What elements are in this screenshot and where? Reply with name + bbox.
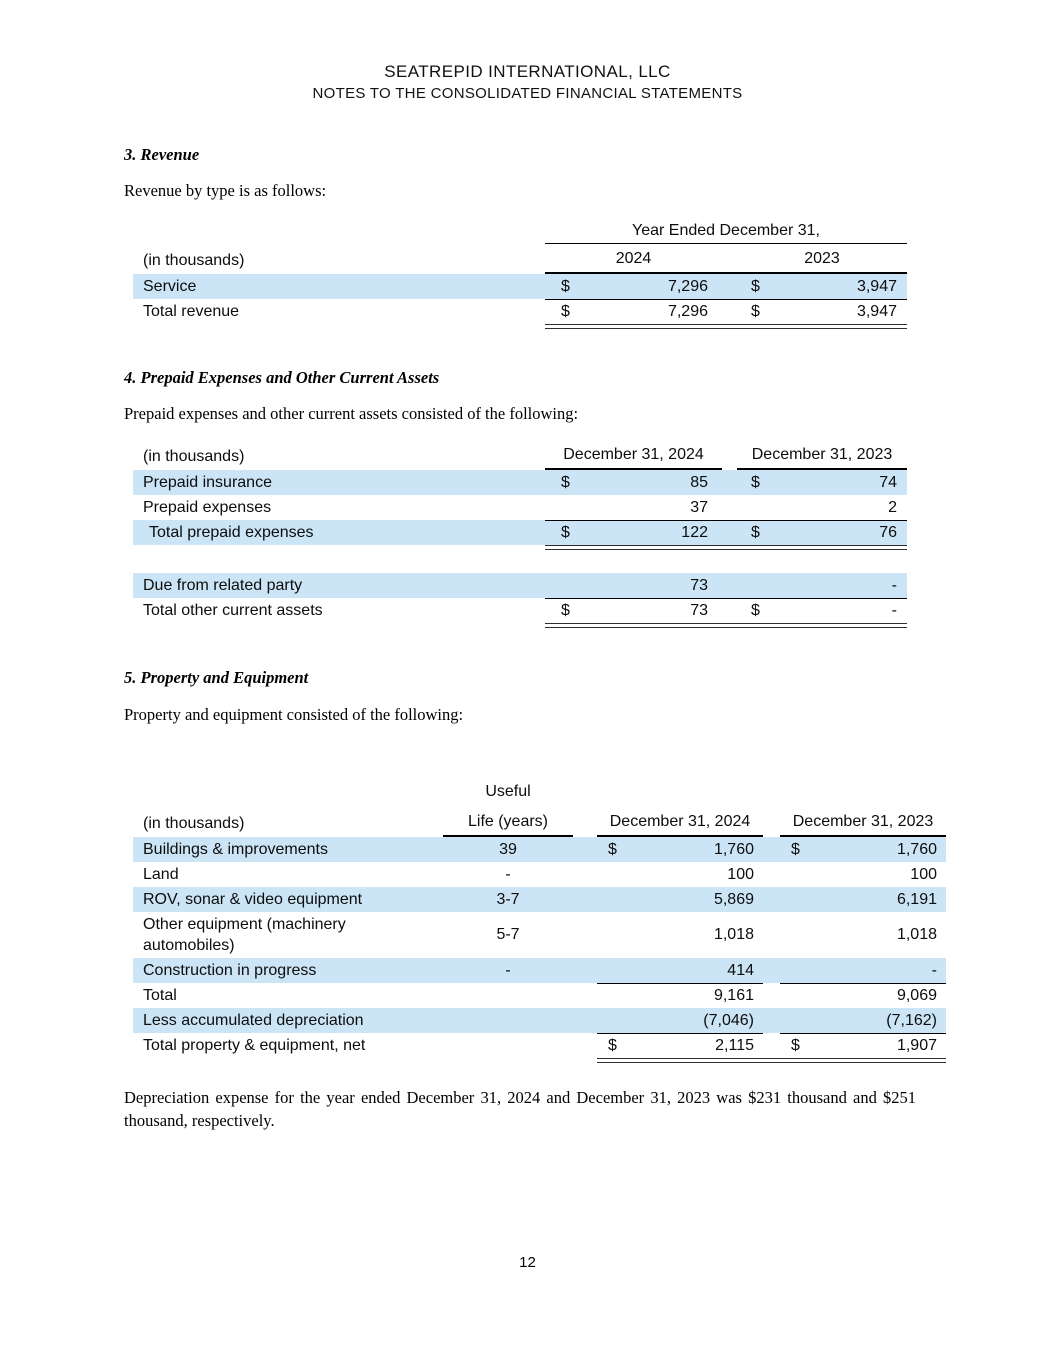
column-gap — [722, 299, 737, 324]
cell-value-2024: 7,296 — [667, 277, 708, 295]
unit-label: (in thousands) — [143, 252, 245, 269]
cell-value-2023: 2 — [888, 498, 897, 516]
currency-symbol: $ — [751, 473, 760, 491]
useful-life-header-line2: Life (years) — [443, 805, 573, 837]
column-header-2023: December 31, 2023 — [737, 440, 907, 470]
cell-value-2023: 100 — [910, 865, 937, 883]
column-gap — [763, 912, 780, 958]
property-table — [133, 779, 946, 1063]
row-label: Service — [143, 277, 197, 295]
table-spacer — [133, 550, 907, 573]
table-row — [133, 837, 946, 862]
section-heading-prepaid: 4. Prepaid Expenses and Other Current Assets — [124, 368, 440, 387]
column-gap — [722, 470, 737, 495]
section-heading-revenue: 3. Revenue — [124, 145, 200, 164]
column-gap — [763, 958, 780, 983]
table-row — [133, 520, 907, 545]
section-intro-prepaid: Prepaid expenses and other current assets consisted of the following: — [124, 404, 579, 423]
column-gap — [763, 862, 780, 887]
table-row — [133, 1033, 946, 1058]
column-gap — [722, 520, 737, 545]
cell-value-2023: 76 — [879, 524, 897, 541]
currency-symbol: $ — [791, 1037, 800, 1054]
useful-life-value: 3-7 — [496, 890, 520, 908]
cell-value-2023: 3,947 — [856, 277, 897, 295]
column-header-2023: 2023 — [737, 244, 907, 274]
revenue-header-row — [133, 244, 907, 274]
column-header-2024: 2024 — [545, 244, 722, 274]
currency-symbol: $ — [608, 1037, 617, 1054]
row-label: Total other current assets — [143, 601, 323, 619]
useful-life-header-line1: Useful — [485, 783, 531, 800]
column-gap — [722, 244, 737, 274]
column-gap — [573, 983, 597, 1008]
double-rule — [545, 623, 907, 628]
table-row — [133, 470, 907, 495]
cell-value-2023: 1,018 — [896, 926, 937, 943]
column-gap — [722, 274, 737, 299]
row-label: Total revenue — [143, 302, 240, 320]
prepaid-table — [133, 440, 907, 628]
cell-value-2024: 73 — [690, 576, 708, 594]
column-header-2024: December 31, 2024 — [545, 440, 722, 470]
cell-value-2024: 85 — [690, 473, 708, 491]
column-gap — [763, 983, 780, 1008]
table-row — [133, 958, 946, 983]
table-row — [133, 495, 907, 520]
company-title: SEATREPID INTERNATIONAL, LLC — [384, 62, 671, 81]
cell-value-2023: 1,907 — [896, 1037, 937, 1054]
column-gap — [573, 958, 597, 983]
revenue-span-header: Year Ended December 31, — [545, 220, 907, 244]
currency-symbol: $ — [791, 840, 800, 858]
cell-value-2024: 100 — [727, 865, 754, 883]
cell-value-2024: 9,161 — [713, 987, 754, 1004]
cell-value-2024: 122 — [681, 524, 708, 541]
row-label: Buildings & improvements — [143, 840, 328, 858]
cell-value-2024: 2,115 — [715, 1037, 754, 1054]
useful-life-value: 5-7 — [496, 926, 520, 943]
useful-life-value: - — [505, 961, 511, 979]
column-header-2024: December 31, 2024 — [597, 805, 763, 837]
unit-label: (in thousands) — [143, 448, 245, 465]
table-row — [133, 1008, 946, 1033]
row-label: Construction in progress — [143, 961, 317, 979]
table-row — [133, 983, 946, 1008]
section-heading-property: 5. Property and Equipment — [124, 668, 309, 687]
row-label: Due from related party — [143, 576, 303, 594]
currency-symbol: $ — [561, 277, 570, 295]
column-gap — [573, 912, 597, 958]
document-subtitle: NOTES TO THE CONSOLIDATED FINANCIAL STATEMENTS — [312, 85, 743, 102]
column-gap — [763, 1008, 780, 1033]
cell-value-2023: - — [891, 602, 897, 619]
double-rule — [545, 324, 907, 329]
depreciation-note: Depreciation expense for the year ended December 31, 2024 and December 31, 2023 was $231 thousand and $251 thousand, respectively. — [124, 1088, 916, 1130]
column-gap — [763, 1033, 780, 1058]
column-gap — [573, 1033, 597, 1058]
currency-symbol: $ — [751, 524, 760, 541]
column-header-2023: December 31, 2023 — [780, 805, 946, 837]
currency-symbol: $ — [608, 840, 617, 858]
cell-value-2024: 1,018 — [713, 926, 754, 943]
column-gap — [573, 837, 597, 862]
column-gap — [722, 598, 737, 623]
cell-value-2023: - — [931, 961, 937, 979]
table-row — [133, 573, 907, 598]
row-label: Total property & equipment, net — [143, 1036, 366, 1054]
currency-symbol: $ — [561, 303, 570, 320]
row-label: Total — [143, 986, 177, 1004]
page-number: 12 — [519, 1254, 536, 1271]
cell-value-2023: (7,162) — [886, 1011, 937, 1029]
cell-value-2024: 7,296 — [667, 303, 708, 320]
table-row — [133, 598, 907, 623]
cell-value-2024: 73 — [690, 602, 708, 619]
row-label: Prepaid insurance — [143, 473, 272, 491]
cell-value-2023: 3,947 — [856, 303, 897, 320]
table-row — [133, 274, 907, 299]
row-label: Prepaid expenses — [143, 498, 272, 516]
cell-value-2023: 9,069 — [896, 987, 937, 1004]
cell-value-2024: 414 — [727, 961, 754, 979]
row-label: Less accumulated depreciation — [143, 1011, 364, 1029]
row-label: Other equipment (machinery automobiles) — [143, 916, 346, 954]
currency-symbol: $ — [751, 602, 760, 619]
cell-value-2023: 1,760 — [896, 840, 937, 858]
cell-value-2023: 74 — [879, 473, 897, 491]
column-gap — [722, 495, 737, 520]
currency-symbol: $ — [561, 473, 570, 491]
useful-life-value: 39 — [499, 840, 517, 858]
column-gap — [763, 805, 780, 837]
section-intro-revenue: Revenue by type is as follows: — [124, 181, 327, 200]
table-row — [133, 299, 907, 324]
revenue-table — [133, 220, 907, 329]
column-gap — [763, 837, 780, 862]
table-row — [133, 862, 946, 887]
column-gap — [573, 862, 597, 887]
unit-label: (in thousands) — [143, 815, 245, 832]
table-row — [133, 912, 946, 958]
row-label: ROV, sonar & video equipment — [143, 890, 363, 908]
double-rule — [597, 1058, 946, 1063]
table-row — [133, 887, 946, 912]
currency-symbol: $ — [561, 524, 570, 541]
cell-value-2024: 37 — [690, 498, 708, 516]
cell-value-2023: - — [891, 576, 897, 594]
column-gap — [573, 805, 597, 837]
column-gap — [573, 1008, 597, 1033]
useful-life-value: - — [505, 865, 511, 883]
currency-symbol: $ — [561, 602, 570, 619]
currency-symbol: $ — [751, 277, 760, 295]
row-label: Land — [143, 865, 179, 883]
prepaid-header-row — [133, 440, 907, 470]
column-gap — [722, 440, 737, 470]
section-intro-property: Property and equipment consisted of the following: — [124, 705, 464, 724]
column-gap — [722, 573, 737, 598]
cell-value-2023: 6,191 — [896, 890, 937, 908]
cell-value-2024: 5,869 — [713, 890, 754, 908]
cell-value-2024: (7,046) — [703, 1011, 754, 1029]
currency-symbol: $ — [751, 303, 760, 320]
column-gap — [573, 887, 597, 912]
column-gap — [763, 887, 780, 912]
cell-value-2024: 1,760 — [713, 840, 754, 858]
property-header-row — [133, 805, 946, 837]
row-label: Total prepaid expenses — [149, 523, 314, 541]
